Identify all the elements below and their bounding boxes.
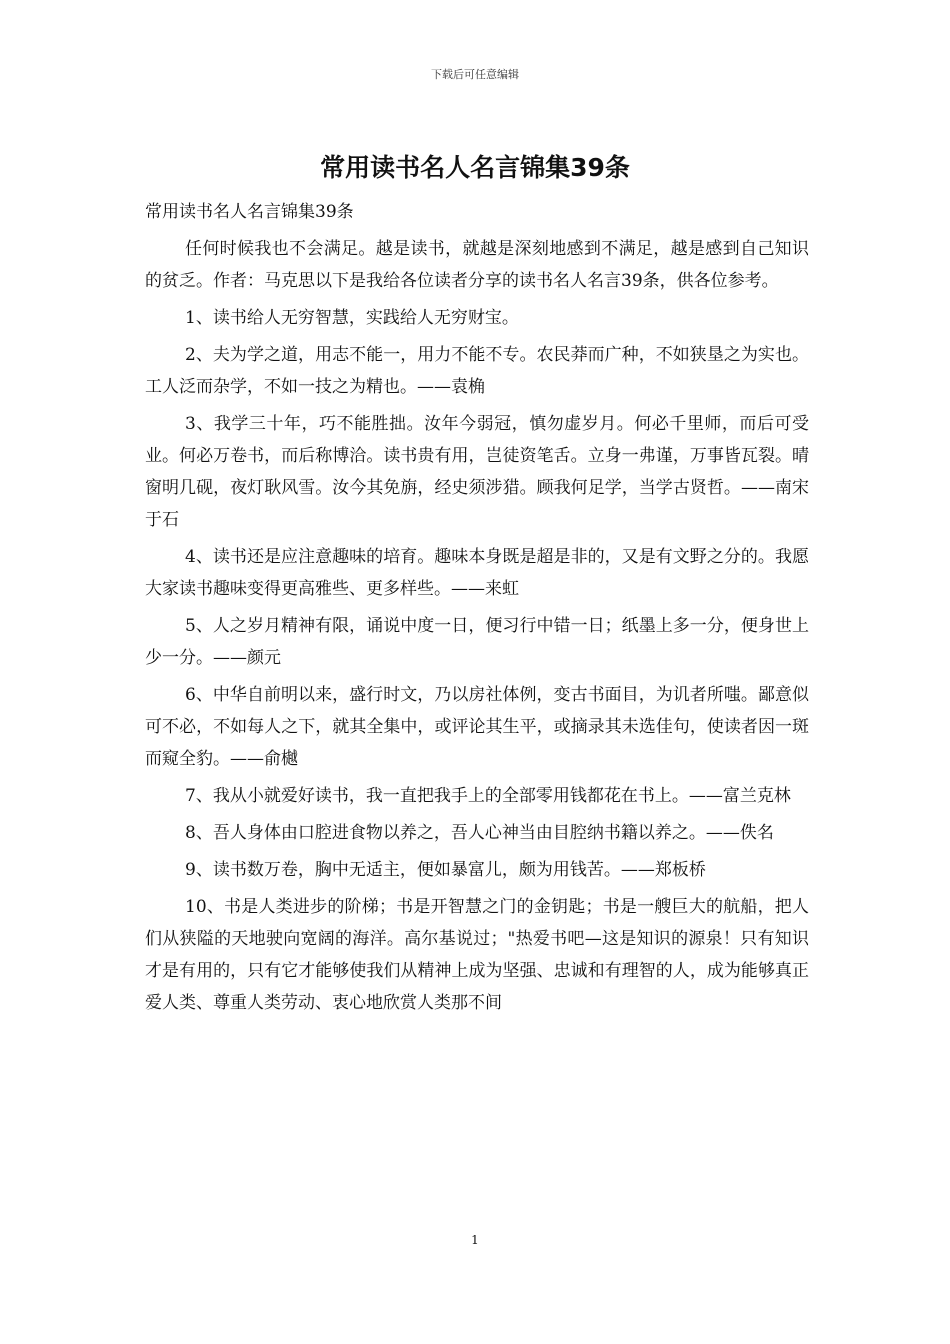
document-body: [145, 196, 809, 1024]
paragraph-quote-6: 6、中华自前明以来，盛行时文，乃以房社体例，变古书面目，为讥者所嗤。鄙意似可不必，不如每人之下，就其全集中，或评论其生平，或摘录其未选佳句，使读者因一斑而窥全豹。——俞樾: [145, 685, 809, 769]
paragraph-quote-7: 7、我从小就爱好读书，我一直把我手上的全部零用钱都花在书上。——富兰克林: [185, 786, 791, 806]
page-header-note: 下载后可任意编辑: [431, 68, 519, 81]
paragraph-quote-8: 8、吾人身体由口腔进食物以养之，吾人心神当由目腔纳书籍以养之。——佚名: [185, 823, 774, 843]
paragraph-quote-2: 2、夫为学之道，用志不能一，用力不能不专。农民莽而广种，不如狭垦之为实也。工人泛而杂学，不如一技之为精也。——袁桷: [145, 345, 809, 397]
paragraph-intro: 任何时候我也不会满足。越是读书，就越是深刻地感到不满足，越是感到自己知识的贫乏。作者：马克思以下是我给各位读者分享的读书名人名言39条，供各位参考。: [145, 239, 809, 291]
paragraph-quote-4: 4、读书还是应注意趣味的培育。趣味本身既是超是非的，又是有文野之分的。我愿大家读书趣味变得更高雅些、更多样些。——来虹: [145, 547, 809, 599]
paragraph-quote-3: 3、我学三十年，巧不能胜拙。汝年今弱冠，慎勿虚岁月。何必千里师，而后可受业。何必万卷书，而后称博洽。读书贵有用，岂徒资笔舌。立身一弗谨，万事皆瓦裂。晴窗明几砚，夜灯耿风雪。汝今其免旃，经史须涉猎。顾我何足学，当学古贤哲。——南宋于石: [145, 414, 809, 530]
document-subtitle: 常用读书名人名言锦集39条: [145, 202, 354, 222]
paragraph-quote-1: 1、读书给人无穷智慧，实践给人无穷财宝。: [185, 308, 519, 328]
paragraph-quote-9: 9、读书数万卷，胸中无适主，便如暴富儿，颇为用钱苦。——郑板桥: [185, 860, 706, 880]
paragraph-quote-5: 5、人之岁月精神有限，诵说中度一日，便习行中错一日；纸墨上多一分，便身世上少一分。——颜元: [145, 616, 809, 668]
document-title: 常用读书名人名言锦集39条: [320, 153, 630, 182]
page-number: 1: [471, 1233, 479, 1247]
paragraph-quote-10: 10、书是人类进步的阶梯；书是开智慧之门的金钥匙；书是一艘巨大的航船，把人们从狭隘的天地驶向宽阔的海洋。高尔基说过；"热爱书吧—这是知识的源泉！只有知识才是有用的，只有它才能够使我们从精神上成为坚强、忠诚和有理智的人，成为能够真正爱人类、尊重人类劳动、衷心地欣赏人类那不间: [145, 897, 809, 1013]
